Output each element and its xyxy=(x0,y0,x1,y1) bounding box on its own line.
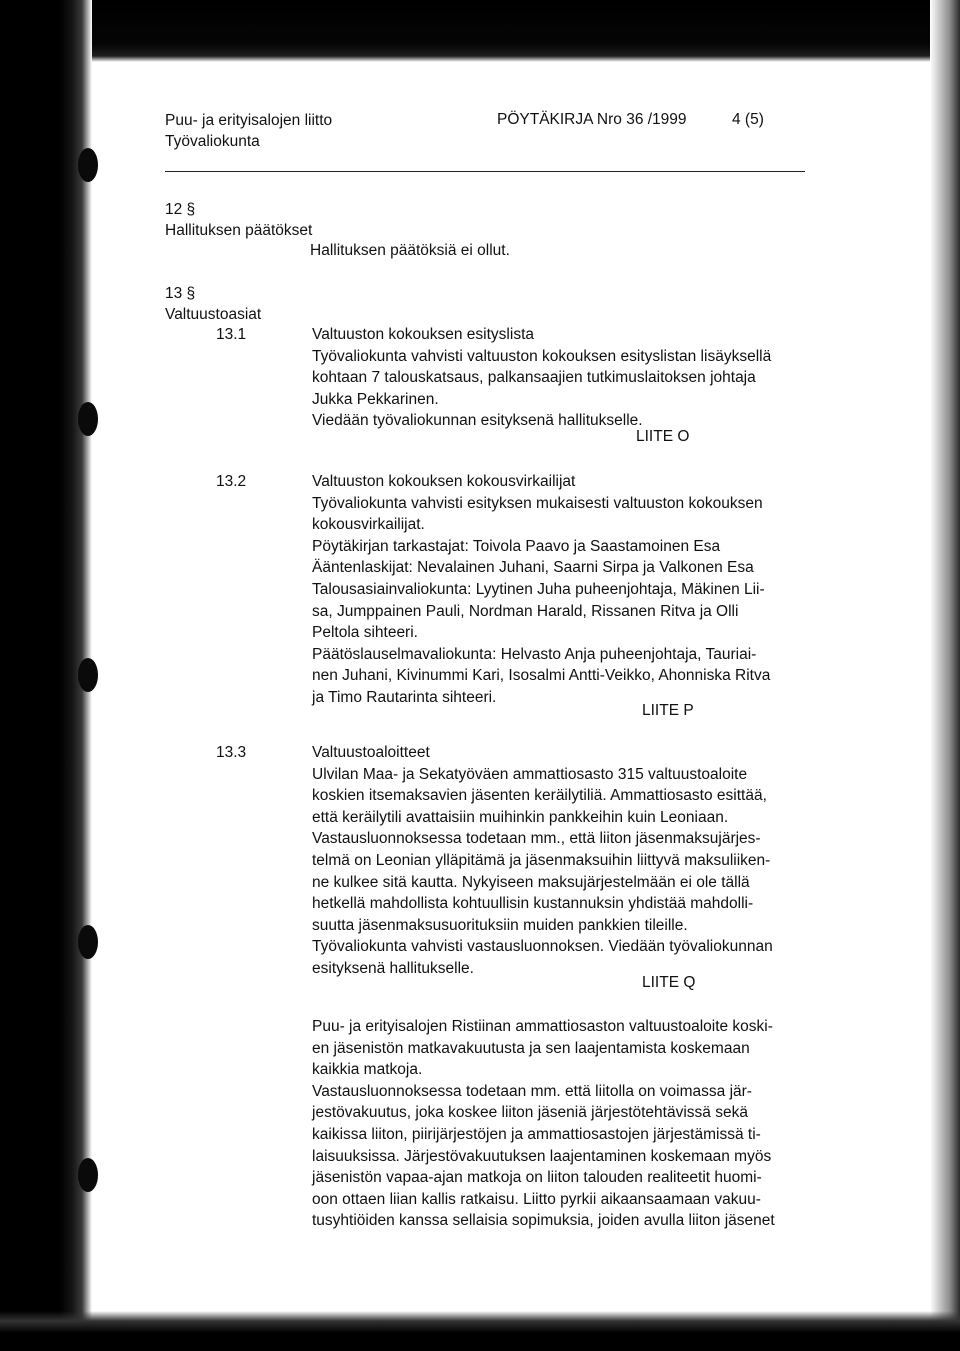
item-13-2-attachment: LIITE P xyxy=(642,702,694,719)
section-13-title: Valtuustoasiat xyxy=(165,306,262,323)
item-13-2-line: Valtuuston kokouksen kokousvirkailijat xyxy=(312,473,576,490)
item-13-3-continuation-line: laisuuksissa. Järjestövakuutuksen laajentaminen koskemaan myös xyxy=(312,1147,772,1165)
item-13-2-line: sa, Jumppainen Pauli, Nordman Harald, Rissanen Ritva ja Olli xyxy=(312,602,739,620)
item-13-1-number: 13.1 xyxy=(216,326,247,343)
item-13-3-continuation-line: Vastausluonnoksessa todetaan mm. että liitolla on voimassa jär- xyxy=(312,1082,752,1100)
binder-hole xyxy=(78,925,98,959)
item-13-2-line: ja Timo Rautarinta sihteeri. xyxy=(312,688,497,706)
item-13-1-line: Jukka Pekkarinen. xyxy=(312,390,439,408)
item-13-3-continuation-line: jäsenistön vapaa-ajan matkoja on liiton talouden realiteetit huomi- xyxy=(312,1169,762,1187)
item-13-3-line: Ulvilan Maa- ja Sekatyöväen ammattiosasto 315 valtuustoaloite xyxy=(312,765,748,783)
item-13-3-line: että keräilytili avattaisiin muihinkin pankkeihin kuin Leoniaan. xyxy=(312,808,729,826)
item-13-2-line: kokousvirkailijat. xyxy=(312,516,425,534)
item-13-3-line: Valtuustoaloitteet xyxy=(312,744,430,761)
item-13-1-line: Valtuuston kokouksen esityslista xyxy=(312,326,534,343)
item-13-3-line: esityksenä hallitukselle. xyxy=(312,959,474,977)
item-13-3-continuation-line: kaikissa liiton, piirijärjestöjen ja ammattiosastojen järjestämissä ti- xyxy=(312,1125,761,1143)
item-13-2-number: 13.2 xyxy=(216,473,247,490)
item-13-3-continuation-line: tusyhtiöiden kanssa sellaisia sopimuksia, joiden avulla liiton jäsenet xyxy=(312,1212,775,1230)
item-13-3-line: suutta jäsenmaksusuorituksiin muiden pankkien tileille. xyxy=(312,916,688,934)
item-13-3-line: koskien itsemaksavien jäsenten keräilytiliä. Ammattiosasto esittää, xyxy=(312,787,767,805)
header-rule xyxy=(165,171,805,172)
item-13-2-line: nen Juhani, Kivinummi Kari, Isosalmi Antti-Veikko, Ahonniska Ritva xyxy=(312,667,771,685)
scan-border-right xyxy=(930,0,960,1351)
binder-hole xyxy=(78,402,98,436)
scan-border-top xyxy=(0,0,960,62)
committee-name: Työvaliokunta xyxy=(165,133,260,150)
item-13-2-line: Pöytäkirjan tarkastajat: Toivola Paavo ja Saastamoinen Esa xyxy=(312,537,721,555)
binder-hole xyxy=(78,658,98,692)
item-13-3-continuation-line: Puu- ja erityisalojen Ristiinan ammattiosaston valtuustoaloite koski- xyxy=(312,1018,773,1035)
section-12-text: Hallituksen päätöksiä ei ollut. xyxy=(310,242,510,259)
item-13-3-line: telmä on Leonian ylläpitämä ja jäsenmaksuihin liittyvä maksuliiken- xyxy=(312,851,771,869)
item-13-1-line: kohtaan 7 talouskatsaus, palkansaajien tutkimuslaitoksen johtaja xyxy=(312,369,756,387)
item-13-2-line: Päätöslauselmavaliokunta: Helvasto Anja puheenjohtaja, Tauriai- xyxy=(312,645,757,663)
item-13-3-continuation-line: en jäsenistön matkavakuutusta ja sen laajentamista koskemaan xyxy=(312,1039,750,1057)
item-13-3-line: Työvaliokunta vahvisti vastausluonnoksen. Viedään työvaliokunnan xyxy=(312,938,773,956)
item-13-3-number: 13.3 xyxy=(216,744,247,761)
item-13-3-continuation-line: kaikkia matkoja. xyxy=(312,1061,423,1079)
item-13-3-body xyxy=(312,742,773,980)
item-13-1-body xyxy=(312,324,771,432)
item-13-3-line: Vastausluonnoksessa todetaan mm., että liiton jäsenmaksujärjes- xyxy=(312,830,761,848)
item-13-3-attachment: LIITE Q xyxy=(642,974,696,991)
section-12-title: Hallituksen päätökset xyxy=(165,222,313,239)
item-13-1-line: Työvaliokunta vahvisti valtuuston kokouksen esityslistan lisäyksellä xyxy=(312,347,772,365)
item-13-2-line: Peltola sihteeri. xyxy=(312,624,418,642)
item-13-3-continuation xyxy=(312,1016,775,1232)
item-13-2-line: Ääntenlaskijat: Nevalainen Juhani, Saarni Sirpa ja Valkonen Esa xyxy=(312,559,754,577)
document-title: PÖYTÄKIRJA Nro 36 /1999 xyxy=(497,111,687,128)
item-13-3-line: hetkellä mahdollista kohtuullisin kustannuksin yhdistää mahdolli- xyxy=(312,895,754,913)
page-number: 4 (5) xyxy=(732,111,764,128)
organization-name: Puu- ja erityisalojen liitto xyxy=(165,112,333,129)
item-13-1-attachment: LIITE O xyxy=(636,428,690,445)
binder-hole xyxy=(78,148,98,182)
section-12-number: 12 § xyxy=(165,201,196,218)
scan-border-bottom xyxy=(0,1311,960,1351)
item-13-3-line: ne kulkee sitä kautta. Nykyiseen maksujärjestelmään ei ole tällä xyxy=(312,873,750,891)
item-13-1-line: Viedään työvaliokunnan esityksenä hallitukselle. xyxy=(312,412,643,430)
binder-hole xyxy=(78,1158,98,1192)
section-13-number: 13 § xyxy=(165,285,196,302)
item-13-3-continuation-line: oon ottaen liian kallis ratkaisu. Liitto pyrkii aikaansaamaan vakuu- xyxy=(312,1190,761,1208)
item-13-2-line: Työvaliokunta vahvisti esityksen mukaisesti valtuuston kokouksen xyxy=(312,494,763,512)
item-13-2-line: Talousasiainvaliokunta: Lyytinen Juha puheenjohtaja, Mäkinen Lii- xyxy=(312,580,765,598)
item-13-2-body xyxy=(312,471,770,709)
item-13-3-continuation-line: jestövakuutus, joka koskee liiton jäseniä järjestötehtävissä sekä xyxy=(312,1104,748,1122)
